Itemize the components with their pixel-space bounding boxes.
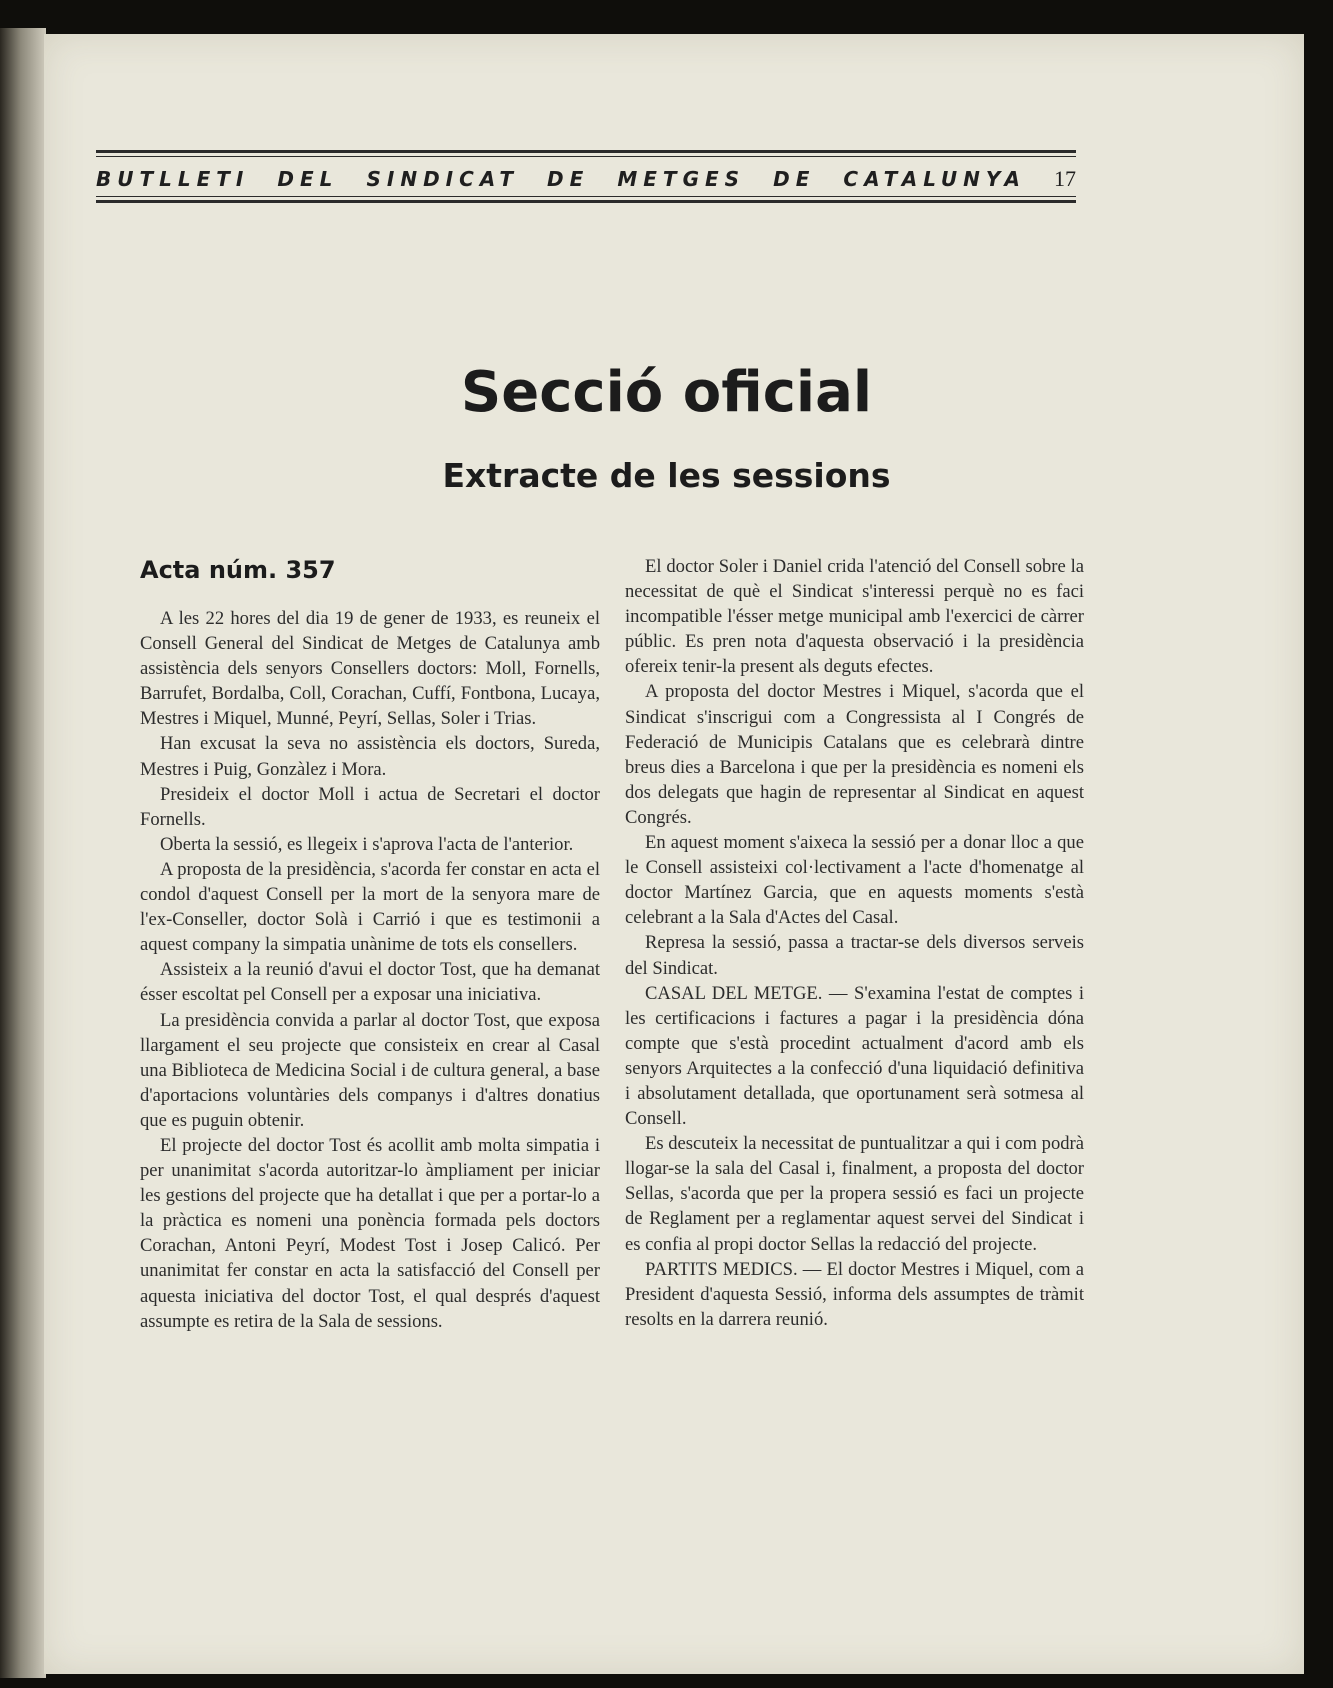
header-bottom-rule	[96, 200, 1076, 203]
page-gutter-shadow	[0, 28, 46, 1678]
header-bottom-rule-thin	[96, 196, 1076, 197]
paragraph: Oberta la sessió, es llegeix i s'aprova l'acta de l'anterior.	[160, 833, 574, 855]
header-word: DEL	[277, 167, 339, 191]
paragraph: Assisteix a la reunió d'avui el doctor Tost, que ha demanat ésser escoltat pel Consell per a exposar una iniciativa.	[140, 959, 600, 1006]
paragraph: El doctor Soler i Daniel crida l'atenció del Consell sobre la necessitat de què el Sindicat s'interessi perquè no es faci incompatible l'ésser metge municipal amb l'exercici de càrrer públic. Es pren nota d'aquesta observació i la presidència ofereix tenir-la present als deguts efectes.	[625, 556, 1084, 678]
paragraph: Represa la sessió, passa a tractar-se dels diversos serveis del Sindicat.	[625, 932, 1084, 979]
acta-heading: Acta núm. 357	[140, 556, 336, 584]
paragraph: PARTITS MEDICS. — El doctor Mestres i Miquel, com a President d'aquesta Sessió, informa dels assumptes de tràmit resolts en la darrera reunió.	[625, 1258, 1084, 1330]
paragraph: CASAL DEL METGE. — S'examina l'estat de comptes i les certificacions i factures a pagar i la presidència dóna compte que s'està procedint actualment d'acord amb els senyors Arquitectes a la confecció d'una liquidació definitiva i absolutament detallada, que oportunament serà sotmesa al Consell.	[625, 982, 1084, 1130]
paragraph: La presidència convida a parlar al doctor Tost, que exposa llargament el seu projecte que consisteix en crear al Casal una Biblioteca de Medicina Social i de cultura general, a base d'aportacions voluntàries dels companys i d'altres donatius que es puguin obtenir.	[140, 1009, 600, 1131]
paragraph: A les 22 hores del dia 19 de gener de 1933, es reuneix el Consell General del Sindicat de Metges de Catalunya amb assistència dels senyors Consellers doctors: Moll, Fornells, Barrufet, Bordalba, Coll, Corachan, Cuffí, Fontbona, Lucaya, Mestres i Miquel, Munné, Peyrí, Sellas, Soler i Trias.	[140, 608, 600, 730]
page-number: 17	[1053, 166, 1076, 191]
section-subtitle: Extracte de les sessions	[442, 456, 891, 495]
header-word: CATALUNYA	[843, 167, 1026, 191]
paragraph: Presideix el doctor Moll i actua de Secretari el doctor Fornells.	[140, 783, 600, 830]
header-word: DE	[773, 167, 816, 191]
paragraph: A proposta del doctor Mestres i Miquel, s'acorda que el Sindicat s'inscrigui com a Congressista al I Congrés de Federació de Municipis Catalans que es celebrarà dintre breus dies a Barcelona i que per la presidència es nomeni els dos delegats que hagin de representar al Sindicat en aquest Congrés.	[625, 681, 1084, 828]
header-word: METGES	[617, 167, 746, 191]
header-top-rule	[96, 150, 1076, 153]
header-word: SINDICAT	[366, 167, 519, 191]
paragraph: En aquest moment s'aixeca la sessió per a donar lloc a que le Consell assisteixi col·lectivament a l'acte d'homenatge al doctor Martínez Garcia, que en aquests moments s'està celebrant a la Sala d'Actes del Casal.	[625, 832, 1084, 929]
running-header	[96, 162, 1076, 196]
paragraph: Han excusat la seva no assistència els doctors, Sureda, Mestres i Puig, Gonzàlez i Mora.	[140, 733, 600, 780]
right-column	[625, 554, 1084, 1332]
section-title: Secció oficial	[460, 360, 873, 425]
left-column	[140, 606, 600, 1334]
paragraph: El projecte del doctor Tost és acollit amb molta simpatia i per unanimitat s'acorda autoritzar-lo àmpliament per iniciar les gestions del projecte que ha detallat i que per a portar-lo a la pràctica es nomeni una ponència formada pels doctors Corachan, Antoni Peyrí, Modest Tost i Josep Calicó. Per unanimitat fer constar en acta la satisfacció del Consell per aquesta iniciativa del doctor Tost, el qual després d'aquest assumpte es retira de la Sala de sessions.	[140, 1134, 600, 1332]
header-word: BUTLLETI	[96, 167, 250, 191]
paragraph: A proposta de la presidència, s'acorda fer constar en acta el condol d'aquest Consell per la mort de la senyora mare de l'ex-Conseller, doctor Solà i Carrió i que es testimonii a aquest company la simpatia unànime de tots els consellers.	[140, 858, 600, 956]
header-top-rule-thin	[96, 156, 1076, 157]
paragraph: Es descuteix la necessitat de puntualitzar a qui i com podrà llogar-se la sala del Casal i, finalment, a proposta del doctor Sellas, s'acorda que per la propera sessió es faci un projecte de Reglament per a reglamentar aquest servei del Sindicat i es confia al propi doctor Sellas la redacció del projecte.	[625, 1133, 1084, 1255]
header-word: DE	[547, 167, 590, 191]
